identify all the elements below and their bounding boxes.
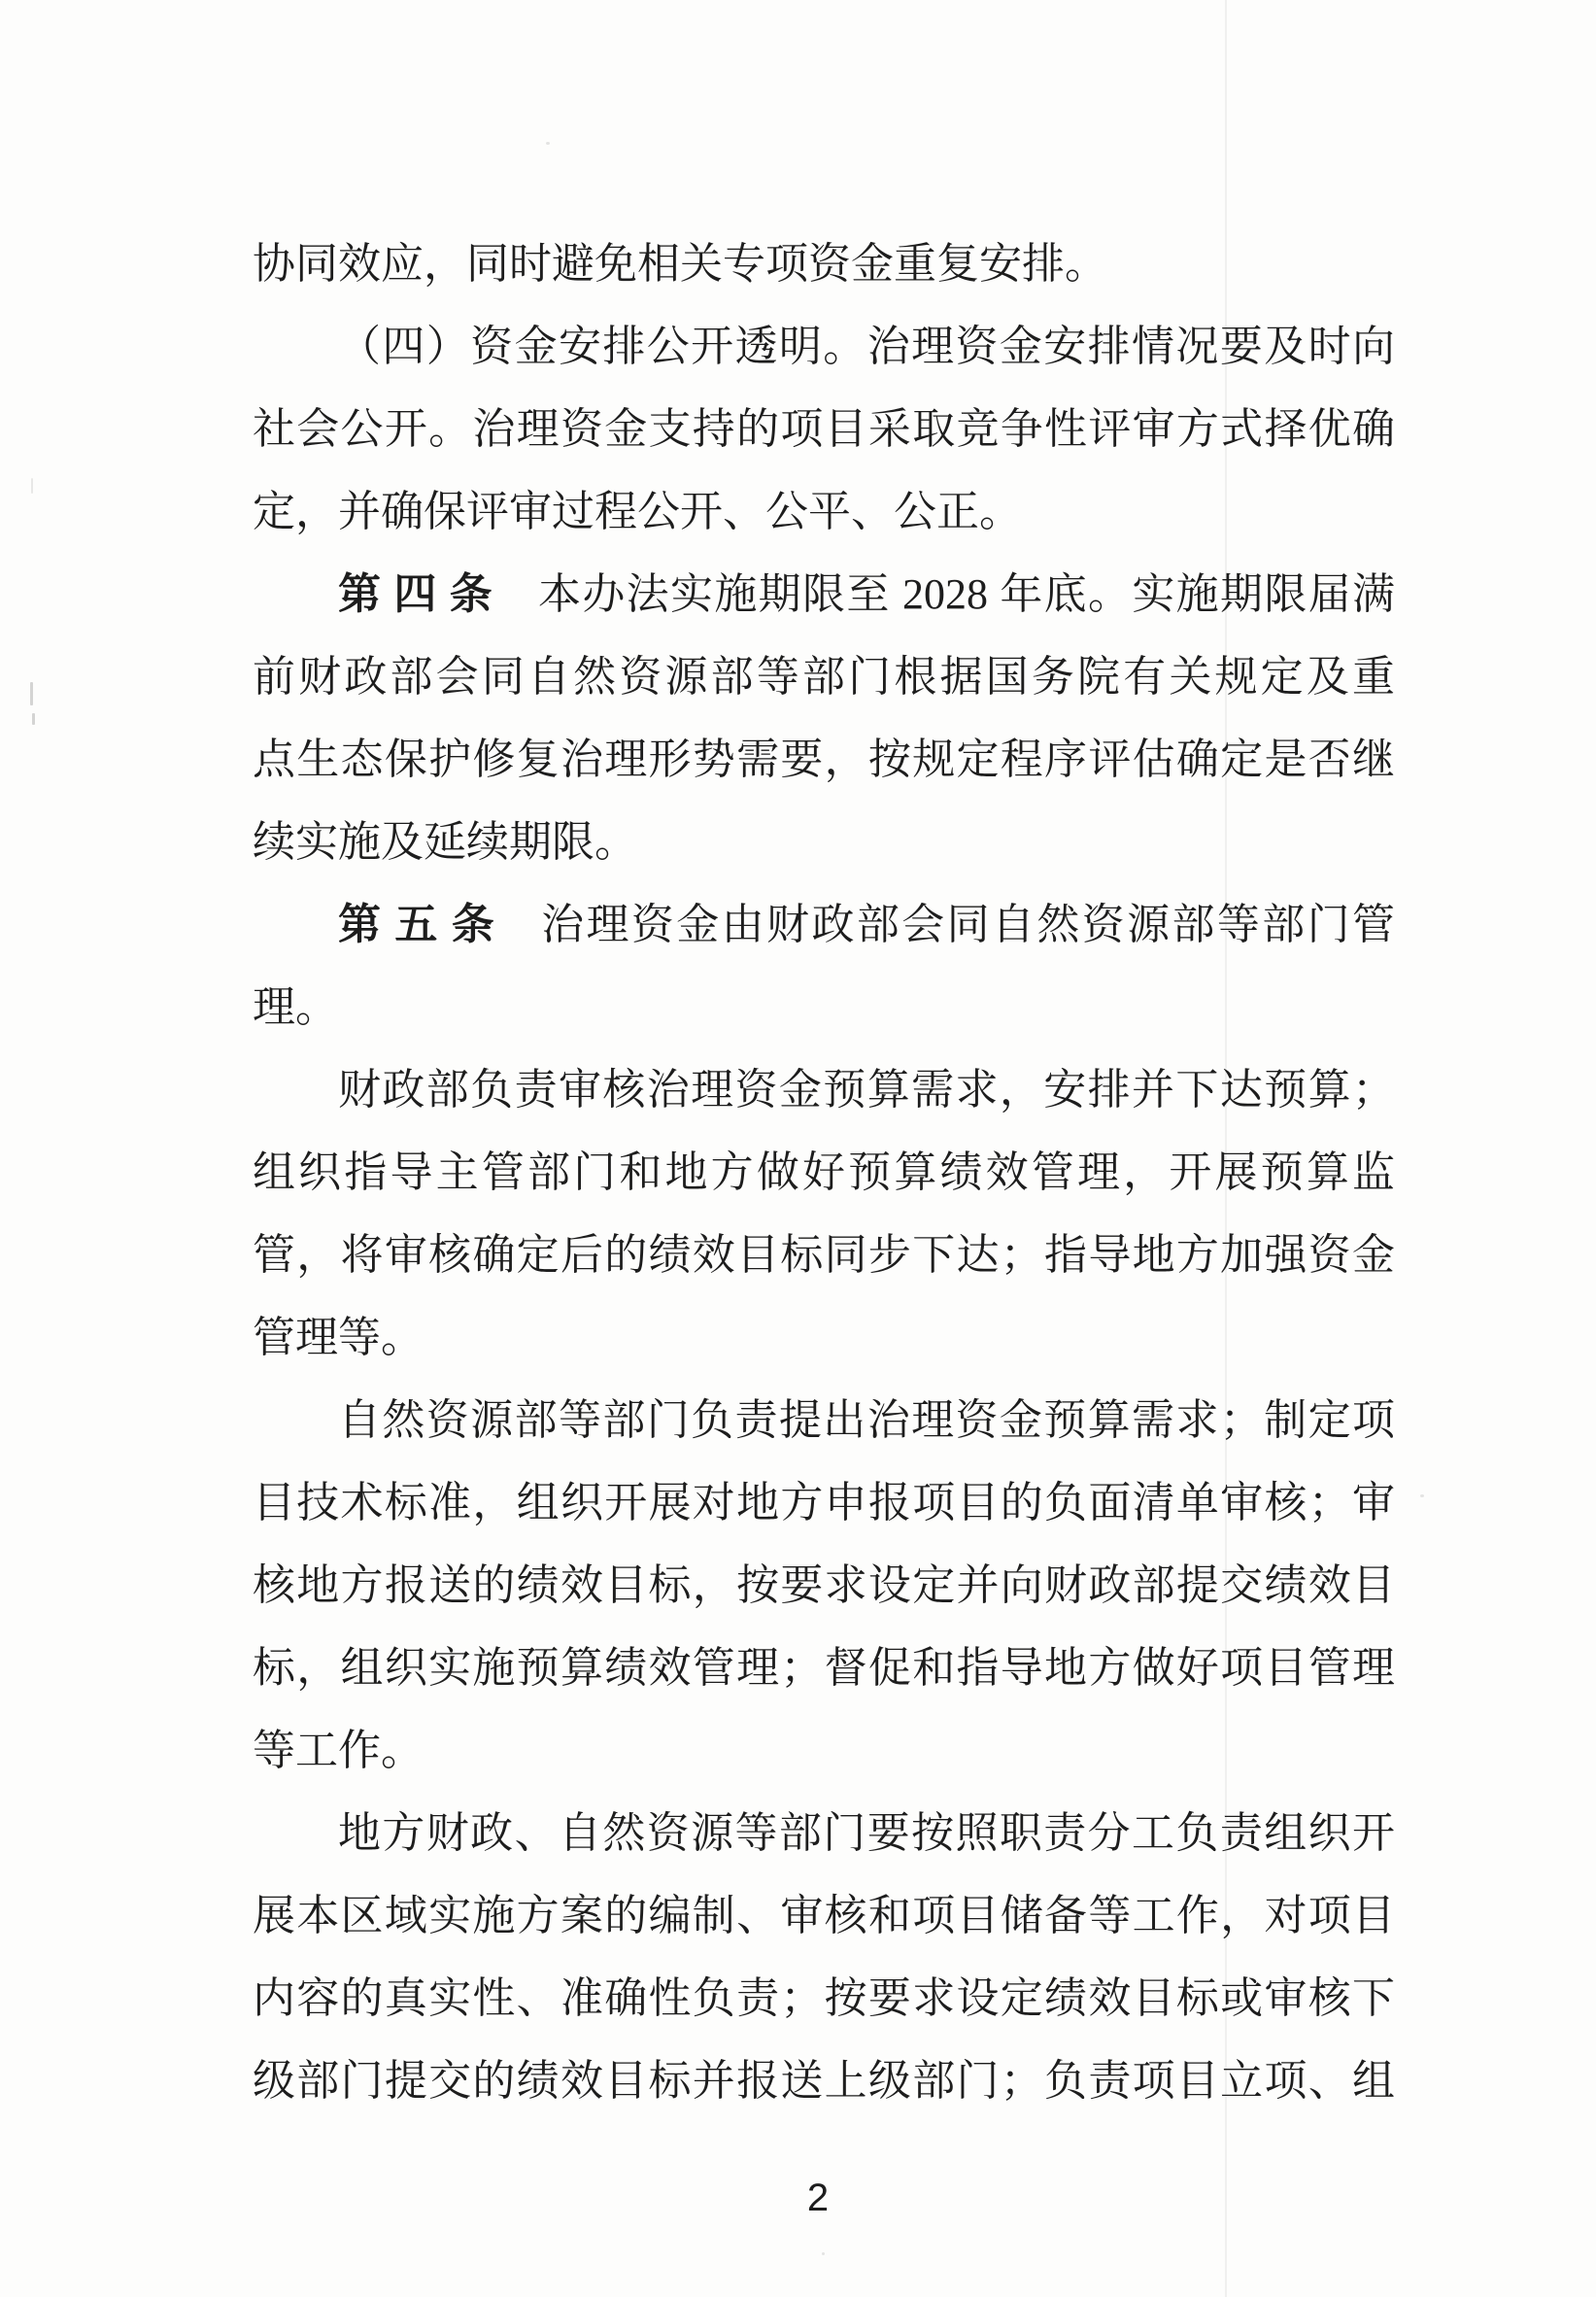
text-line: 第五条 治理资金由财政部会同自然资源部等部门管 (338, 901, 1396, 948)
text-line: 级部门提交的绩效目标并报送上级部门；负责项目立项、组 (253, 2057, 1395, 2105)
text-line: 等工作。 (253, 1727, 424, 1774)
text-line: 内容的真实性、准确性负责；按要求设定绩效目标或审核下 (253, 1974, 1395, 2022)
article-number: 第五条 (338, 901, 509, 948)
text-line: 前财政部会同自然资源部等部门根据国务院有关规定及重 (253, 653, 1395, 701)
text-line: 管，将审核确定后的绩效目标同步下达；指导地方加强资金 (253, 1231, 1395, 1279)
scan-artifact-edge-mark (32, 713, 35, 725)
text-line: 社会公开。治理资金支持的项目采取竞争性评审方式择优确 (253, 405, 1395, 453)
text-line: 展本区域实施方案的编制、审核和项目储备等工作，对项目 (253, 1892, 1395, 1939)
text-line: 第四条 本办法实施期限至 2028 年底。实施期限届满 (338, 570, 1395, 618)
article-number: 第四条 (338, 570, 505, 618)
scan-artifact-edge-mark (30, 682, 33, 705)
text-line: 管理等。 (253, 1314, 424, 1361)
text-line: 核地方报送的绩效目标，按要求设定并向财政部提交绩效目 (253, 1561, 1395, 1609)
text-line: 定，并确保评审过程公开、公平、公正。 (253, 488, 1022, 535)
text-line: 自然资源部等部门负责提出治理资金预算需求；制定项 (338, 1396, 1395, 1444)
text-line: 理。 (253, 983, 338, 1031)
text-line: （四）资金安排公开透明。治理资金安排情况要及时向 (338, 323, 1395, 370)
text-line: 目技术标准，组织开展对地方申报项目的负面清单审核；审 (253, 1479, 1395, 1526)
scan-speck (822, 2252, 825, 2255)
text-line: 点生态保护修复治理形势需要，按规定程序评估确定是否继 (253, 736, 1395, 783)
scan-artifact-edge-mark (31, 478, 33, 494)
text-line: 协同效应，同时避免相关专项资金重复安排。 (253, 240, 1107, 288)
scan-speck (546, 142, 550, 145)
page-number: 2 (806, 2177, 830, 2219)
text-line: 财政部负责审核治理资金预算需求，安排并下达预算； (338, 1066, 1395, 1114)
scan-speck (1420, 1494, 1424, 1497)
text-line: 地方财政、自然资源等部门要按照职责分工负责组织开 (338, 1809, 1395, 1857)
text-line: 标，组织实施预算绩效管理；督促和指导地方做好项目管理 (253, 1644, 1395, 1692)
text-line: 续实施及延续期限。 (253, 818, 637, 866)
text-line: 组织指导主管部门和地方做好预算绩效管理，开展预算监 (253, 1148, 1395, 1196)
body-text (253, 223, 1395, 2122)
